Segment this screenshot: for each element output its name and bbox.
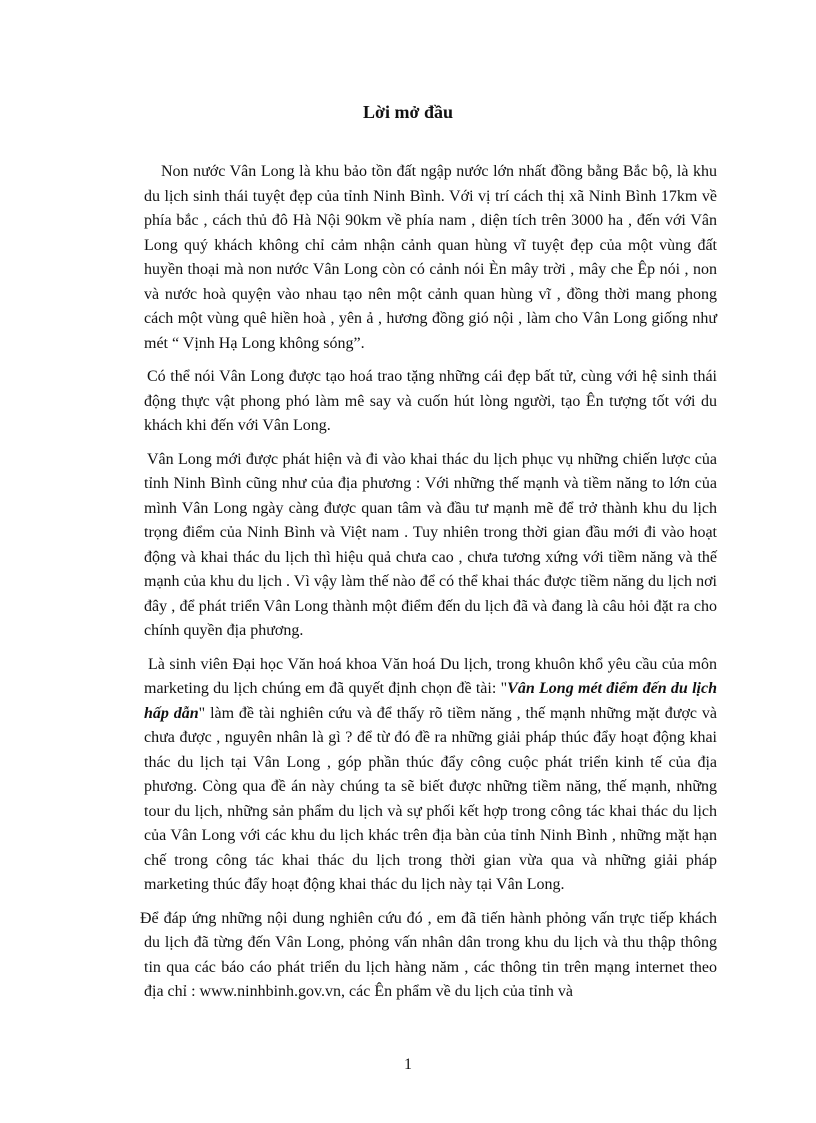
paragraph-beauty: Có thể nói Vân Long được tạo hoá trao tặng những cái đẹp bất tử, cùng với hệ sinh thái động thực vật phong phó làm mê say và cuốn hút lòng người, tạo Ên tượng tốt với du khách khi đến với Vân Long. xyxy=(144,368,717,434)
page-number: 1 xyxy=(404,1056,412,1073)
paragraph-development: Vân Long mới được phát hiện và đi vào khai thác du lịch phục vụ những chiến lược của tỉnh Ninh Bình cũng như của địa phương : Với những thế mạnh và tiềm năng to lớn của mình Vân Long ngày càng được quan tâm và đầu tư mạnh mẽ để trở thành khu du lịch trọng điểm của Ninh Bình và Việt nam . Tuy nhiên trong thời gian đầu mới đi vào hoạt động và khai thác du lịch thì hiệu quả chưa cao , chưa tương xứng với tiềm năng và thế mạnh của khu du lịch . Vì vậy làm thế nào để có thể khai thác được tiềm năng du lịch nơi đây , để phát triển Vân Long thành một điểm đến du lịch đã và đang là câu hỏi đặt ra cho chính quyền địa phương. xyxy=(144,450,717,639)
topic-title-emphasis: Vân Long mét điểm đến du lịch hấp dẫn xyxy=(144,680,717,722)
paragraph-topic xyxy=(144,653,717,898)
page-title: Lời mở đầu xyxy=(363,102,453,122)
topic-lead-text: Là sinh viên Đại học Văn hoá khoa Văn hoá Du lịch, trong khuôn khổ yêu cầu của môn marketing du lịch chúng em đã quyết định chọn đề tài: " xyxy=(144,655,717,697)
paragraph-introduction: Non nước Vân Long là khu bảo tồn đất ngập nước lớn nhất đồng bằng Bắc bộ, là khu du lịch sinh thái tuyệt đẹp của tỉnh Ninh Bình. Với vị trí cách thị xã Ninh Bình 17km về phía bắc , cách thủ đô Hà Nội 90km về phía nam , diện tích trên 3000 ha , đến với Vân Long quý khách không chỉ cảm nhận cảnh quan hùng vĩ tuyệt đẹp của một vùng đất huyền thoại mà non nước Vân Long còn có cảnh nói Èn mây trời , mây che Êp nói , non và nước hoà quyện vào nhau tạo nên một cảnh quan hùng vĩ , đồng thời mang phong cách một vùng quê hiền hoà , yên ả , hương đồng gió nội , làm cho Vân Long giống như mét “ Vịnh Hạ Long không sóng”. xyxy=(144,163,717,352)
paragraph-method: Để đáp ứng những nội dung nghiên cứu đó , em đã tiến hành phỏng vấn trực tiếp khách du lịch đã từng đến Vân Long, phỏng vấn nhân dân trong khu du lịch và thu thập thông tin qua các báo cáo phát triển du lịch hàng năm , các thông tin trên mạng internet theo địa chỉ : www.ninhbinh.gov.vn, các Ên phẩm về du lịch của tỉnh và xyxy=(140,909,717,1000)
topic-trailing-text: " làm đề tài nghiên cứu và để thấy rõ tiềm năng , thế mạnh những mặt được và chưa được , nguyên nhân là gì ? để từ đó đề ra những giải pháp thúc đẩy hoạt động khai thác du lịch tại Vân Long , góp phần thúc đẩy công cuộc phát triển kinh tế của địa phương. Còng qua đề án này chúng ta sẽ biết được những tiềm năng, thế mạnh, những tour du lịch, những sản phẩm du lịch và sự phối kết hợp trong công tác khai thác du lịch của Vân Long với các khu du lịch khác trên địa bàn của tỉnh Ninh Bình , những mặt hạn chế trong công tác khai thác du lịch trong thời gian vừa qua và những giải pháp marketing thúc đẩy hoạt động khai thác du lịch này tại Vân Long. xyxy=(144,704,717,893)
body-text xyxy=(140,160,717,1014)
